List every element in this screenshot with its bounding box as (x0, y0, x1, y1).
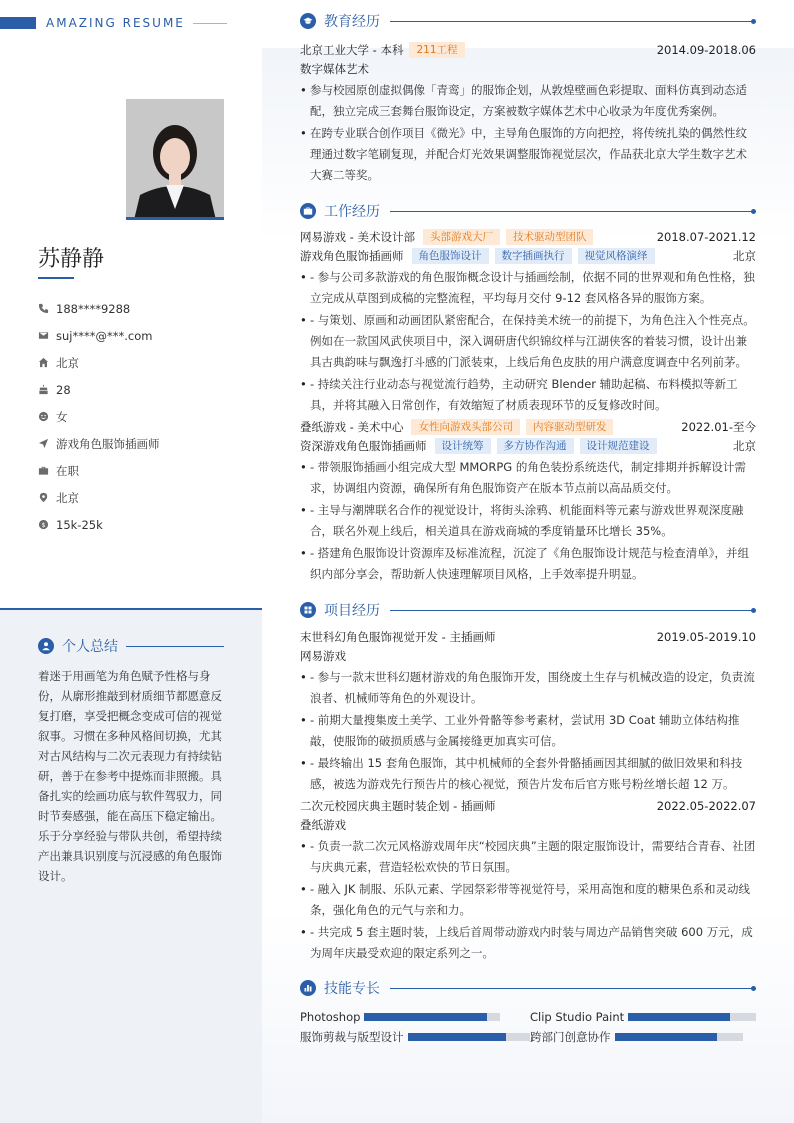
list-item: • 在跨专业联合创作项目《微光》中，主导角色服饰的方向把控，将传统扎染的偶然性纹理通过数字笔刷复现，并配合灯光效果调整服饰视觉层次，作品获北京大学生数字艺术大赛二等奖。 (300, 123, 756, 186)
brand-bar (0, 17, 36, 29)
list-item: • - 共完成 5 套主题时装，上线后首周带动游戏内时装与周边产品销售突破 600 万元，成为周年庆最受欢迎的限定系列之一。 (300, 922, 756, 964)
list-item: • - 与策划、原画和动画团队紧密配合，在保持美术统一的前提下，为角色注入个性亮点。例如在一款国风武侠项目中，深入调研唐代织锦纹样与江湖侠客的着装习惯，设计出兼具古典韵味与飘逸打斗感的门派装束，上线后角色皮肤的用户满意度调查中名列前茅。 (300, 310, 756, 373)
role-tag: 数字插画执行 (495, 248, 572, 264)
job-company-row (300, 417, 756, 436)
list-item: • - 最终输出 15 套角色服饰，其中机械师的全套外骨骼插画因其细腻的做旧效果和科技感，被选为游戏先行预告片的核心视觉，预告片发布后官方账号粉丝增长超 12 万。 (300, 753, 756, 795)
portrait-image (126, 99, 224, 220)
role-tag: 视觉风格演绎 (578, 248, 655, 264)
project-name: 二次元校园庆典主题时装企划 - 插画师 (300, 798, 496, 813)
job-role-row (300, 246, 756, 265)
skill-bar-fill (628, 1013, 730, 1021)
major-row (300, 59, 756, 78)
person-name: 苏静静 (38, 247, 105, 272)
info-text: 游戏角色服饰插画师 (56, 436, 160, 451)
brand (0, 16, 227, 30)
home-icon (38, 356, 56, 370)
mail-icon (38, 329, 56, 343)
project-org: 叠纸游戏 (300, 817, 346, 832)
list-item: • - 参与一款末世科幻题材游戏的角色服饰开发，围绕废土生存与机械改造的设定，负责流浪者、机械师等角色的外观设计。 (300, 667, 756, 709)
project-entry (300, 796, 756, 964)
user-icon (38, 638, 54, 654)
project-org: 网易游戏 (300, 648, 346, 663)
job-role-row (300, 436, 756, 455)
list-item: • - 持续关注行业动态与视觉流行趋势，主动研究 Blender 辅助起稿、布料模拟等新工具，并将其融入日常创作，有效缩短了材质表现环节的反复修改时间。 (300, 374, 756, 416)
info-status (38, 457, 248, 484)
work-rule (390, 211, 756, 212)
job-period: 2018.07-2021.12 (656, 229, 756, 244)
skills-title: 技能专长 (324, 981, 380, 997)
summary-title: 个人总结 (62, 639, 118, 655)
role-name: 游戏角色服饰插画师 (300, 248, 404, 263)
list-item: • 参与校园原创虚拟偶像「青鸾」的服饰企划，从敦煌壁画色彩提取、面料仿真到动态适配，独立完成三套舞台服饰设定，方案被数字媒体艺术中心收录为年度优秀案例。 (300, 80, 756, 122)
info-salary (38, 511, 248, 538)
grid-icon (300, 602, 316, 618)
phone-icon (38, 302, 56, 316)
skill-bar (615, 1033, 743, 1041)
education-bullets (300, 80, 756, 186)
skill-bar (408, 1033, 531, 1041)
job-entry (300, 417, 756, 585)
role-name: 资深游戏角色服饰插画师 (300, 438, 427, 453)
project-org-row (300, 646, 756, 665)
skill-bar-fill (364, 1013, 486, 1021)
info-age (38, 376, 248, 403)
skill-bar-fill (408, 1033, 506, 1041)
info-text: 188****9288 (56, 301, 131, 316)
job-bullets (300, 457, 756, 585)
info-email (38, 322, 248, 349)
list-item: • - 搭建角色服饰设计资源库及标准流程，沉淀了《角色服饰设计规范与检查清单》，并组织内部分享会，帮助新人快速理解项目风格，上手效率提升明显。 (300, 543, 756, 585)
skills-header (300, 977, 756, 999)
skill-bar (628, 1013, 756, 1021)
job-period: 2022.01-至今 (681, 419, 756, 434)
role-tag: 设计规范建设 (580, 438, 657, 454)
location-icon (38, 491, 56, 505)
project-period: 2022.05-2022.07 (656, 798, 756, 813)
school-name: 北京工业大学 - 本科 (300, 42, 404, 57)
list-item: • - 前期大量搜集废土美学、工业外骨骼等参考素材，尝试用 3D Coat 辅助立体结构推敲，使服饰的破损质感与金属接缝更加真实可信。 (300, 710, 756, 752)
skill-name: 服饰剪裁与版型设计 (300, 1030, 404, 1044)
role-tag: 设计统筹 (435, 438, 491, 454)
list-item: • - 主导与潮牌联名合作的视觉设计，将街头涂鸦、机能面料等元素与游戏世界观深度融合，联名外观上线后，相关道具在游戏商城的季度销量环比增长 35%。 (300, 500, 756, 542)
project-bullets (300, 836, 756, 964)
gender-icon (38, 410, 56, 424)
skill-bar (364, 1013, 500, 1021)
contact-info (38, 295, 248, 538)
project-name-row (300, 627, 756, 646)
skill-bar-fill (615, 1033, 717, 1041)
info-text: 女 (56, 409, 68, 424)
name-underline (38, 277, 74, 279)
education-rule (390, 21, 756, 22)
education-period: 2014.09-2018.06 (656, 42, 756, 57)
info-text: 北京 (56, 490, 79, 505)
info-text: suj****@***.com (56, 328, 153, 343)
list-item: • - 带领服饰插画小组完成大型 MMORPG 的角色装扮系统迭代，制定排期并拆解设计需求，协调组内资源，确保所有角色服饰资产在版本节点前以高品质交付。 (300, 457, 756, 499)
briefcase-icon (38, 464, 56, 478)
info-phone (38, 295, 248, 322)
job-city: 北京 (733, 248, 756, 263)
skill-item (530, 1029, 756, 1045)
skill-name: Photoshop (300, 1010, 361, 1024)
company-tag: 内容驱动型研发 (526, 419, 614, 435)
projects-rule (390, 610, 756, 611)
company-tag: 技术驱动型团队 (506, 229, 594, 245)
info-gender (38, 403, 248, 430)
skills-rule (390, 988, 756, 989)
graduation-cap-icon (300, 13, 316, 29)
info-text: 北京 (56, 355, 79, 370)
company-name: 网易游戏 - 美术设计部 (300, 229, 415, 244)
info-home (38, 349, 248, 376)
job-bullets (300, 267, 756, 416)
company-name: 叠纸游戏 - 美术中心 (300, 419, 404, 434)
bar-chart-icon (300, 980, 316, 996)
education-row (300, 40, 756, 59)
salary-icon (38, 518, 56, 532)
cake-icon (38, 383, 56, 397)
list-item: • - 负责一款二次元风格游戏周年庆“校园庆典”主题的限定服饰设计，需要结合青春、社团与庆典元素，营造轻松欢快的节日氛围。 (300, 836, 756, 878)
education-title: 教育经历 (324, 14, 380, 30)
work-header (300, 200, 756, 222)
left-column (0, 0, 262, 1123)
education-header (300, 10, 756, 32)
skill-item (530, 1009, 756, 1025)
role-tag: 多方协作沟通 (497, 438, 574, 454)
work-title: 工作经历 (324, 204, 380, 220)
company-tag: 头部游戏大厂 (423, 229, 500, 245)
skill-item (300, 1009, 530, 1025)
skill-item (300, 1029, 530, 1045)
project-name-row (300, 796, 756, 815)
projects-header (300, 599, 756, 621)
company-tag: 女性向游戏头部公司 (411, 419, 520, 435)
job-entry (300, 227, 756, 416)
svg-text:$: $ (41, 520, 46, 529)
role-tag: 角色服饰设计 (412, 248, 489, 264)
job-city: 北京 (733, 438, 756, 453)
major-name: 数字媒体艺术 (300, 61, 369, 76)
project-org-row (300, 815, 756, 834)
skill-name: Clip Studio Paint (530, 1010, 625, 1024)
summary-header (38, 636, 224, 656)
profile-photo (126, 99, 224, 220)
send-icon (38, 437, 56, 451)
projects-title: 项目经历 (324, 603, 380, 619)
list-item: • - 融入 JK 制服、乐队元素、学园祭彩带等视觉符号，采用高饱和度的糖果色系和灵动线条，强化角色的元气与亲和力。 (300, 879, 756, 921)
brand-line (193, 23, 227, 24)
right-column (300, 10, 756, 1045)
brand-label: AMAZING RESUME (46, 16, 185, 30)
job-company-row (300, 227, 756, 246)
info-text: 在职 (56, 463, 79, 478)
summary-rule (126, 646, 224, 647)
skill-name: 跨部门创意协作 (530, 1030, 611, 1044)
skills-grid (300, 1009, 756, 1045)
list-item: • - 参与公司多款游戏的角色服饰概念设计与插画绘制，依据不同的世界观和角色性格，独立完成从草图到成稿的完整流程，平均每月交付 9-12 套风格各异的服饰方案。 (300, 267, 756, 309)
info-text: 15k-25k (56, 517, 103, 532)
project-name: 末世科幻角色服饰视觉开发 - 主插画师 (300, 629, 496, 644)
school-tag: 211工程 (409, 42, 464, 58)
summary-section (0, 608, 262, 1123)
info-text: 28 (56, 382, 71, 397)
project-period: 2019.05-2019.10 (656, 629, 756, 644)
briefcase-icon (300, 203, 316, 219)
summary-text: 着迷于用画笔为角色赋予性格与身份，从廓形推敲到材质细节都愿意反复打磨，享受把概念变成可信的视觉叙事。习惯在多种风格间切换，尤其对古风结构与二次元表现力有持续钻研，善于在参考中提炼而非照搬。具备扎实的绘画功底与软件驾驭力，同时节奏感强，能在高压下稳定输出。乐于分享经验与带队共创，希望持续产出兼具识别度与沉浸感的角色服饰设计。 (38, 669, 222, 883)
info-position (38, 430, 248, 457)
project-entry (300, 627, 756, 795)
project-bullets (300, 667, 756, 795)
info-location (38, 484, 248, 511)
